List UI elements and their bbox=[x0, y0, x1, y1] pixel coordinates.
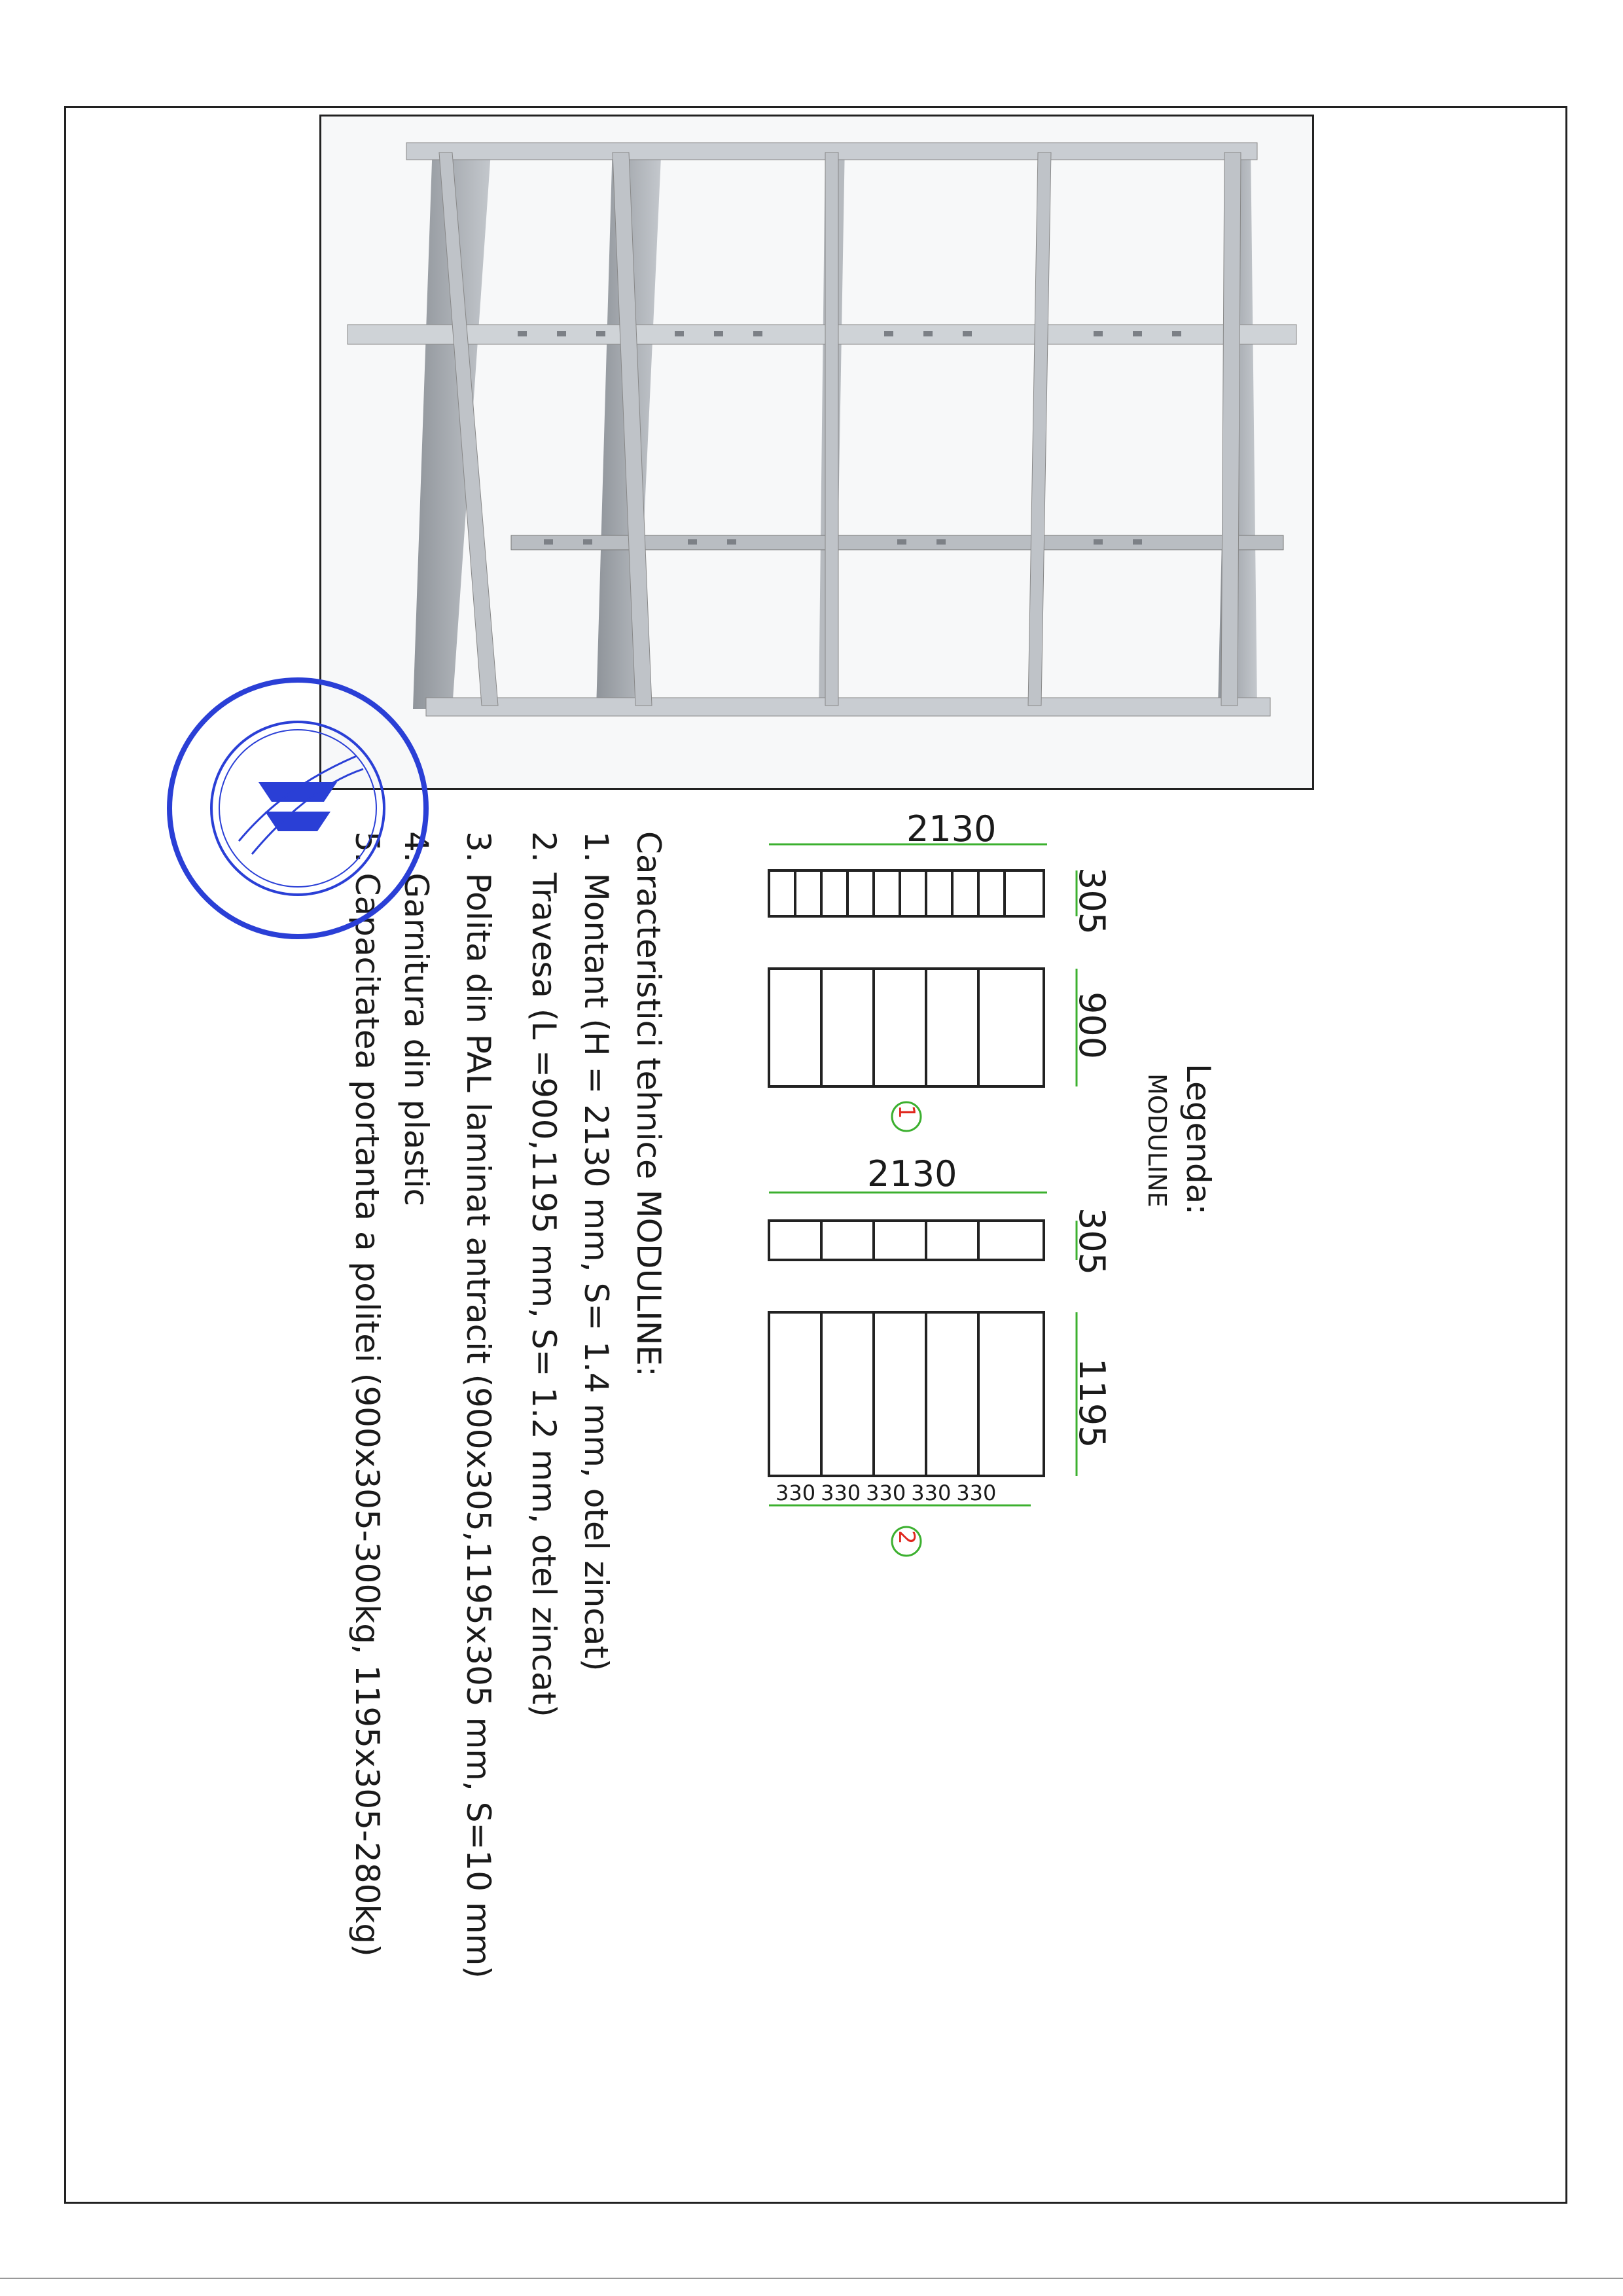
drawing-2-depth-label: 305 bbox=[1071, 1208, 1113, 1276]
spec-item-2: 2. Travesa (L =900,1195 mm, S= 1.2 mm, otel zincat) bbox=[525, 831, 563, 1717]
spacing-label: 330 bbox=[911, 1480, 952, 1505]
drawing-2-length-view bbox=[769, 1312, 1044, 1476]
drawing-1-width-label: 2130 bbox=[906, 808, 997, 850]
drawing-1-number: 1 bbox=[893, 1105, 919, 1119]
drawing-2-depth-view bbox=[769, 1221, 1044, 1260]
drawing-1-length-view bbox=[769, 969, 1044, 1086]
drawing-1-length-label: 900 bbox=[1071, 992, 1113, 1060]
spec-item-4: 4. Garnitura din plastic bbox=[397, 831, 435, 1207]
spec-item-5: 5. Capacitatea portanta a politei (900x305-300kg, 1195x305-280kg) bbox=[348, 831, 386, 1957]
drawing-2-width-label: 2130 bbox=[867, 1153, 957, 1194]
spacing-label: 330 bbox=[821, 1480, 861, 1505]
legend-title: Legenda: bbox=[1179, 1064, 1217, 1215]
specs-title: Caracteristici tehnice MODULINE: bbox=[630, 831, 668, 1377]
drawing-1-depth-view bbox=[769, 870, 1044, 916]
company-stamp bbox=[160, 671, 435, 946]
drawing-1-depth-label: 305 bbox=[1071, 867, 1113, 935]
drawing-2-number: 2 bbox=[893, 1530, 919, 1545]
spacing-label: 330 bbox=[956, 1480, 997, 1505]
spec-item-1: 1. Montant (H = 2130 mm, S= 1.4 mm, otel zincat) bbox=[577, 831, 615, 1672]
legend-subtitle: MODULINE bbox=[1143, 1073, 1171, 1208]
spacing-label: 330 bbox=[776, 1480, 816, 1505]
drawing-2-length-label: 1195 bbox=[1071, 1358, 1113, 1448]
drawing-2-spacing-labels bbox=[776, 1480, 996, 1505]
spacing-label: 330 bbox=[866, 1480, 906, 1505]
spec-item-3: 3. Polita din PAL laminat antracit (900x305,1195x305 mm, S=10 mm) bbox=[459, 831, 497, 1979]
